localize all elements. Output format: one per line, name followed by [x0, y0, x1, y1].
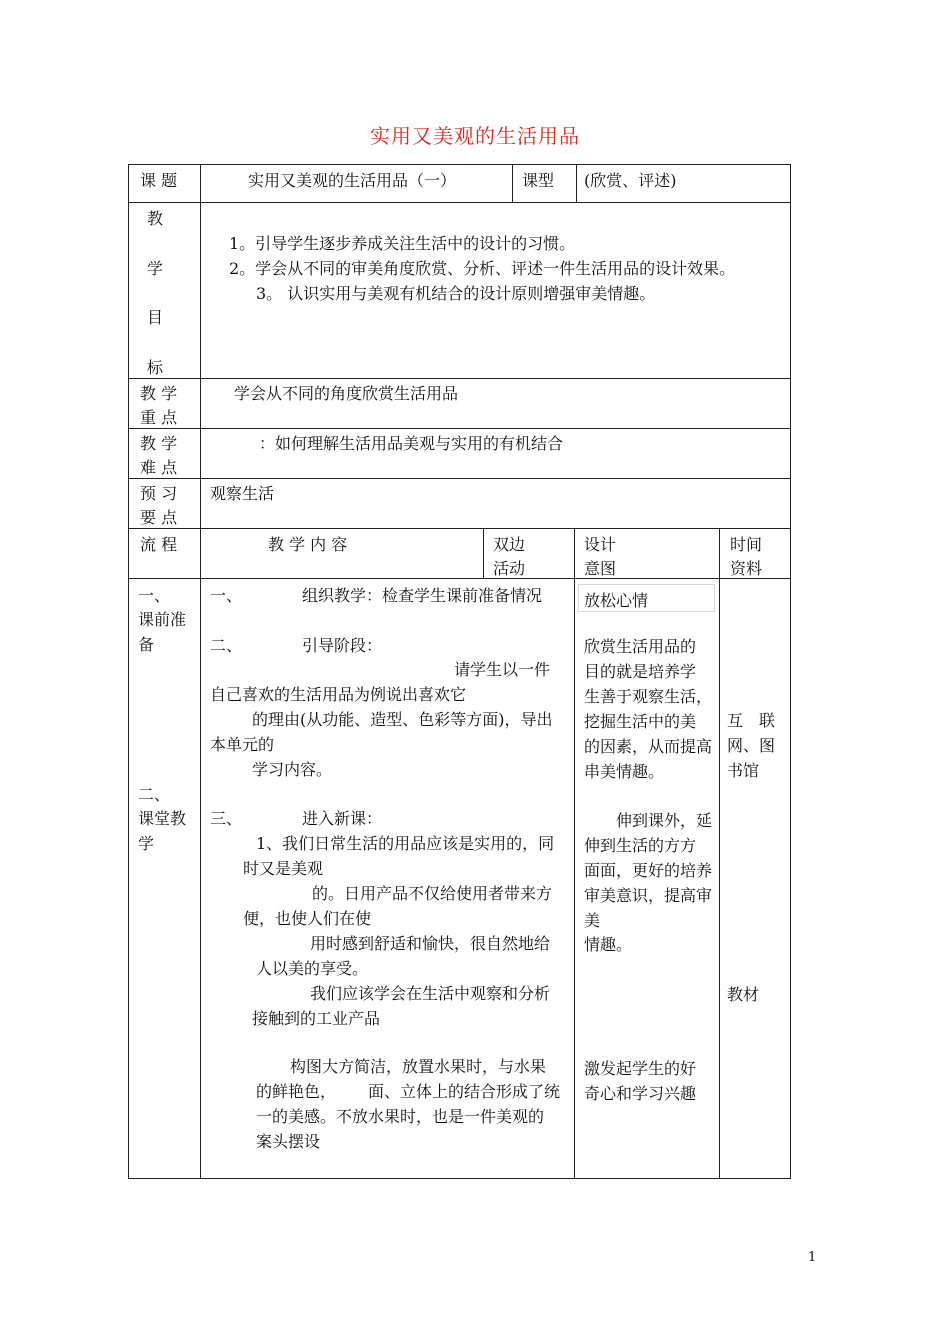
- difficulty-label: 难 点: [140, 458, 178, 477]
- content-line: 构图大方简洁，放置水果时，与水果: [290, 1057, 547, 1076]
- content-line: 的鲜艳色，: [256, 1082, 337, 1101]
- process-step: 备: [138, 635, 155, 654]
- preview-label: 要 点: [140, 508, 178, 527]
- design-line: 伸到课外，延: [616, 811, 713, 830]
- page-number: 1: [808, 1250, 817, 1265]
- content-line: 接触到的工业产品: [252, 1009, 381, 1028]
- design-line: 情趣。: [584, 935, 633, 954]
- design-line: 生善于观察生活，: [584, 687, 713, 706]
- process-step: 一、: [138, 586, 171, 605]
- process-step: 学: [138, 834, 155, 853]
- type-value: (欣赏、评述): [584, 171, 677, 190]
- content-line: 时又是美观: [243, 859, 324, 878]
- key-point-label: 教 学: [140, 384, 178, 403]
- process-step: 课堂教: [138, 809, 187, 828]
- design-line: 美: [584, 911, 601, 930]
- content-line: 面、立体上的结合形成了统: [368, 1082, 561, 1101]
- content-line: 的。日用产品不仅给使用者带来方: [312, 884, 553, 903]
- goals-label-char: 学: [147, 259, 164, 278]
- content-line: 二、: [210, 636, 243, 655]
- goals-label-char: 目: [147, 308, 164, 327]
- resource-line: 互 联: [727, 711, 776, 730]
- preview-label: 预 习: [140, 484, 178, 503]
- goal-item: 1。引导学生逐步养成关注生活中的设计的习惯。: [229, 234, 576, 253]
- difficulty-label: 教 学: [140, 434, 178, 453]
- content-line: 我们应该学会在生活中观察和分析: [310, 984, 551, 1003]
- design-header: 意图: [584, 559, 617, 578]
- design-line: 放松心情: [584, 591, 649, 610]
- design-line: 串美情趣。: [584, 762, 665, 781]
- process-header: 流 程: [140, 535, 178, 554]
- content-line: 的理由(从功能、造型、色彩等方面)，导出: [252, 710, 553, 729]
- content-line: 1、我们日常生活的用品应该是实用的，同: [256, 834, 555, 853]
- time-header: 时间: [730, 535, 763, 554]
- activity-header: 活动: [493, 559, 526, 578]
- design-line: 面面，更好的培养: [584, 861, 713, 880]
- preview-value: 观察生活: [210, 484, 275, 503]
- content-line: 自己喜欢的生活用品为例说出喜欢它: [210, 685, 467, 704]
- key-point-label: 重 点: [140, 408, 178, 427]
- key-point-value: 学会从不同的角度欣赏生活用品: [234, 384, 459, 403]
- content-line: 案头摆设: [256, 1132, 321, 1151]
- resource-line: 书馆: [727, 761, 760, 780]
- time-header: 资料: [730, 559, 763, 578]
- goals-label-char: 标: [147, 358, 164, 377]
- design-line: 挖掘生活中的美: [584, 712, 697, 731]
- design-line: 目的就是培养学: [584, 662, 697, 681]
- content-line: 一的美感。不放水果时，也是一件美观的: [256, 1107, 545, 1126]
- design-line: 激发起学生的好: [584, 1059, 697, 1078]
- goal-item: 2。学会从不同的审美角度欣赏、分析、评述一件生活用品的设计效果。: [229, 259, 736, 278]
- content-header: 教 学 内 容: [268, 535, 348, 554]
- content-line: 用时感到舒适和愉快，很自然地给: [310, 934, 551, 953]
- resource-line: 网、图: [727, 736, 776, 755]
- content-line: 本单元的: [210, 735, 275, 754]
- content-line: 进入新课：: [302, 809, 383, 828]
- content-line: 学习内容。: [252, 760, 333, 779]
- design-line: 的因素，从而提高: [584, 737, 713, 756]
- content-line: 一、: [210, 586, 243, 605]
- content-line: 引导阶段：: [302, 636, 383, 655]
- activity-header: 双边: [493, 535, 526, 554]
- design-line: 欣赏生活用品的: [584, 637, 697, 656]
- goal-item: 3。 认识实用与美观有机结合的设计原则增强审美情趣。: [256, 284, 656, 303]
- process-step: 课前准: [138, 610, 187, 629]
- content-line: 三、: [210, 809, 243, 828]
- design-line: 奇心和学习兴趣: [584, 1084, 697, 1103]
- content-line: 组织教学：检查学生课前准备情况: [302, 586, 543, 605]
- type-label: 课型: [522, 171, 555, 190]
- design-line: 审美意识，提高审: [584, 886, 713, 905]
- process-step: 二、: [138, 785, 171, 804]
- difficulty-value: ：如何理解生活用品美观与实用的有机结合: [259, 434, 564, 453]
- content-line: 便，也使人们在使: [243, 909, 372, 928]
- content-line: 请学生以一件: [454, 660, 551, 679]
- design-line: 伸到生活的方方: [584, 836, 697, 855]
- design-header: 设计: [584, 535, 617, 554]
- topic-label: 课 题: [140, 171, 178, 190]
- topic-value: 实用又美观的生活用品（一）: [248, 171, 457, 190]
- resource-line: 教材: [727, 985, 760, 1004]
- goals-label-char: 教: [147, 209, 164, 228]
- content-line: 人以美的享受。: [256, 959, 369, 978]
- page-title: 实用又美观的生活用品: [370, 124, 580, 148]
